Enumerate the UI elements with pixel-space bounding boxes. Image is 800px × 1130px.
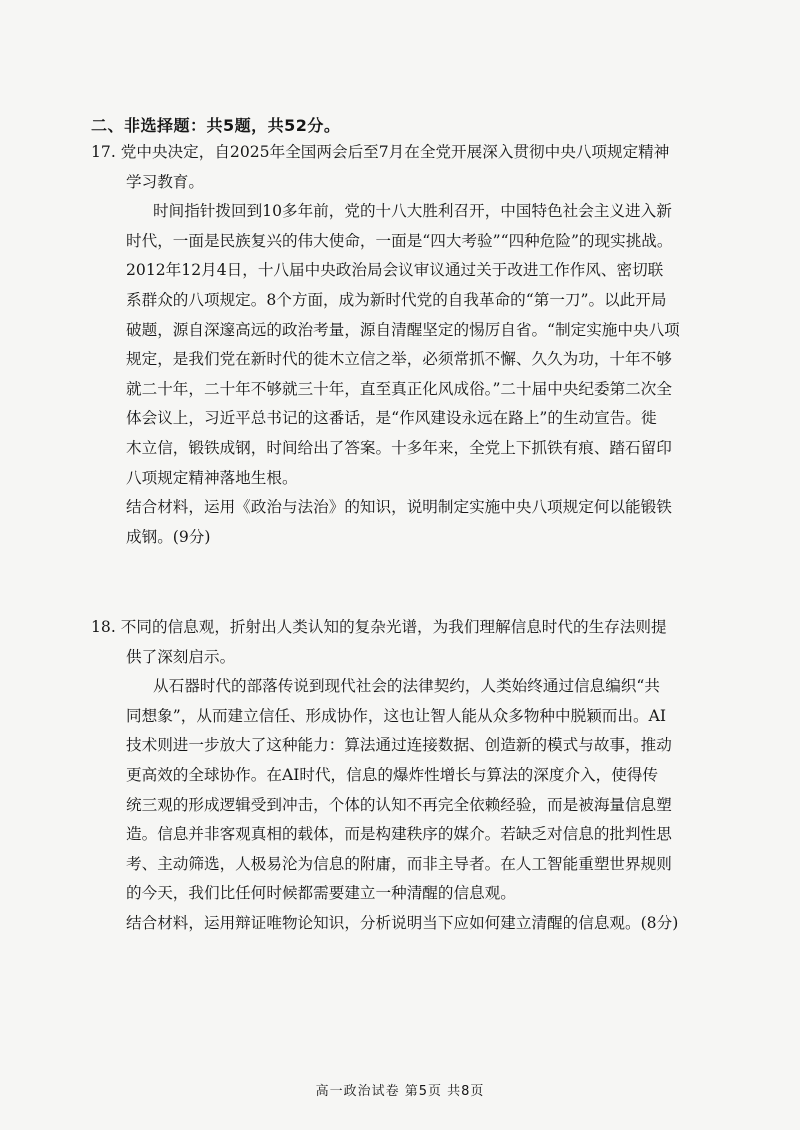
question-17 — [91, 138, 741, 552]
page-footer: 高一政治试卷 第5页 共8页 — [315, 1084, 485, 1099]
q18-material-line-2: 同想象”，从而建立信任、形成协作，这也让智人能从众多物种中脱颖而出。AI — [126, 706, 666, 725]
q17-material-line-6: 规定，是我们党在新时代的徙木立信之举，必须常抓不懈、久久为功，十年不够 — [126, 350, 672, 369]
question-18 — [91, 613, 741, 939]
q17-task-line-2: 成钢。(9分) — [126, 527, 211, 546]
q17-material-line-5: 破题，源自深邃高远的政治考量，源自清醒坚定的惕厉自省。“制定实施中央八项 — [126, 320, 680, 339]
q17-material-line-8: 体会议上，习近平总书记的这番话，是“作风建设永远在路上”的生动宣告。徙 — [126, 409, 657, 428]
q17-material-line-1: 时间指针拨回到10多年前，党的十八大胜利召开，中国特色社会主义进入新 — [153, 202, 672, 221]
q17-material-line-2: 时代，一面是民族复兴的伟大使命，一面是“四大考验”“四种危险”的现实挑战。 — [126, 231, 673, 250]
q17-material-line-3: 2012年12月4日，十八届中央政治局会议审议通过关于改进工作作风、密切联 — [126, 261, 664, 280]
q18-material-line-4: 更高效的全球协作。在AI时代，信息的爆炸性增长与算法的深度介入，使得传 — [126, 765, 659, 784]
q18-material-line-3: 技术则进一步放大了这种能力：算法通过连接数据、创造新的模式与故事，推动 — [126, 736, 672, 755]
q18-prompt-line-2: 供了深刻启示。 — [126, 647, 236, 666]
q18-material-line-1: 从石器时代的部落传说到现代社会的法律契约，人类始终通过信息编织“共 — [153, 677, 660, 696]
q17-prompt-line-1: 17. 党中央决定，自2025年全国两会后至7月在全党开展深入贯彻中央八项规定精神 — [91, 143, 670, 161]
q17-prompt-line-2: 学习教育。 — [126, 172, 204, 191]
section-header: 二、非选择题：共5题，共52分。 — [91, 116, 341, 135]
q18-task-line-1: 结合材料，运用辩证唯物论知识，分析说明当下应如何建立清醒的信息观。(8分) — [126, 913, 679, 932]
q18-material-line-5: 统三观的形成逻辑受到冲击，个体的认知不再完全依赖经验，而是被海量信息塑 — [126, 795, 672, 814]
q18-prompt-line-1: 18. 不同的信息观，折射出人类认知的复杂光谱，为我们理解信息时代的生存法则提 — [91, 618, 667, 636]
q17-material-line-10: 八项规定精神落地生根。 — [126, 468, 298, 487]
q18-material-line-8: 的今天，我们比任何时候都需要建立一种清醒的信息观。 — [126, 884, 516, 903]
q17-material-line-4: 系群众的八项规定。8个方面，成为新时代党的自我革命的“第一刀”。以此开局 — [126, 290, 667, 309]
q17-task-line-1: 结合材料，运用《政治与法治》的知识，说明制定实施中央八项规定何以能锻铁 — [126, 498, 672, 517]
q17-material-line-7: 就二十年，二十年不够就三十年，直至真正化风成俗。”二十届中央纪委第二次全 — [126, 379, 672, 398]
q18-material-line-7: 考、主动筛选，人极易沦为信息的附庸，而非主导者。在人工智能重塑世界规则 — [126, 854, 672, 873]
q18-material-line-6: 造。信息并非客观真相的载体，而是构建秩序的媒介。若缺乏对信息的批判性思 — [126, 825, 672, 844]
q17-material-line-9: 木立信，锻铁成钢，时间给出了答案。十多年来，全党上下抓铁有痕、踏石留印 — [126, 438, 672, 457]
